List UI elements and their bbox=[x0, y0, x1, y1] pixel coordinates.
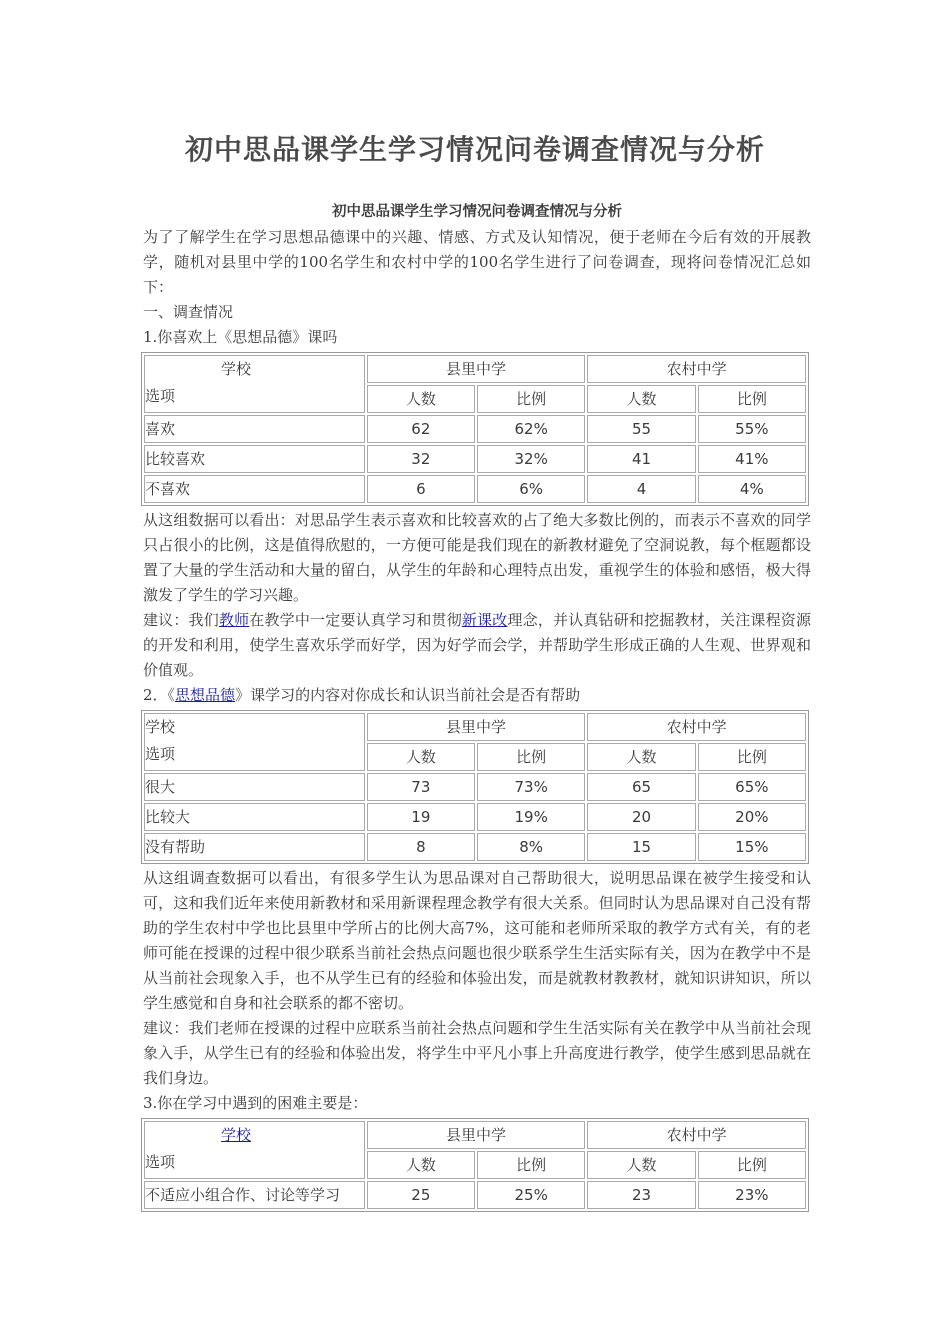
value-cell: 65 bbox=[587, 773, 695, 801]
value-cell: 6 bbox=[367, 475, 475, 503]
school-b-header: 农村中学 bbox=[587, 713, 806, 741]
corner-option-label: 选项 bbox=[145, 745, 176, 763]
value-cell: 55% bbox=[698, 415, 806, 443]
table-row bbox=[144, 445, 806, 473]
value-cell: 23 bbox=[587, 1181, 695, 1209]
col-ratio-header: 比例 bbox=[698, 385, 806, 413]
survey-table-2 bbox=[141, 710, 809, 864]
page-title: 初中思品课学生学习情况问卷调查情况与分析 bbox=[184, 133, 765, 166]
question-text: 2．《 bbox=[143, 686, 176, 704]
value-cell: 32% bbox=[477, 445, 585, 473]
question-text: 》课学习的内容对你成长和认识当前社会是否有帮助 bbox=[235, 686, 581, 704]
col-ratio-header: 比例 bbox=[477, 385, 585, 413]
value-cell: 23% bbox=[698, 1181, 806, 1209]
school-a-header: 县里中学 bbox=[367, 355, 586, 383]
intro-paragraph: 为了了解学生在学习思想品德课中的兴趣、情感、方式及认知情况，便于老师在今后有效的开展教学，随机对县里中学的100名学生和农村中学的100名学生进行了问卷调查，现将问卷情况汇总如下： bbox=[143, 228, 811, 296]
table-row bbox=[144, 803, 806, 831]
question-2 bbox=[143, 683, 811, 708]
value-cell: 15 bbox=[587, 833, 695, 861]
value-cell: 32 bbox=[367, 445, 475, 473]
option-cell: 不适应小组合作、讨论等学习 bbox=[144, 1181, 365, 1209]
col-count-header: 人数 bbox=[587, 1151, 695, 1179]
value-cell: 73 bbox=[367, 773, 475, 801]
value-cell: 8% bbox=[477, 833, 585, 861]
col-ratio-header: 比例 bbox=[477, 1151, 585, 1179]
table-row bbox=[144, 773, 806, 801]
table-row bbox=[144, 475, 806, 503]
corner-school-label: 学校 bbox=[145, 718, 176, 736]
col-count-header: 人数 bbox=[367, 385, 475, 413]
col-count-header: 人数 bbox=[587, 743, 695, 771]
value-cell: 4 bbox=[587, 475, 695, 503]
teacher-link[interactable]: 教师 bbox=[218, 611, 250, 629]
col-ratio-header: 比例 bbox=[698, 743, 806, 771]
survey-table-3 bbox=[141, 1118, 809, 1212]
table-corner bbox=[144, 713, 365, 771]
value-cell: 62% bbox=[477, 415, 585, 443]
survey-table-1 bbox=[141, 352, 809, 506]
table-corner bbox=[144, 1121, 365, 1179]
col-count-header: 人数 bbox=[587, 385, 695, 413]
question-3: 3.你在学习中遇到的困难主要是： bbox=[143, 1094, 368, 1112]
advice-text: 理念，并认真钻研和挖掘教材，关注课程资源的开发和利用，使学生喜欢乐学而好学，因为好学而会学，并帮助学生形成正确的人生观、世界观和价值观。 bbox=[143, 611, 811, 679]
value-cell: 20% bbox=[698, 803, 806, 831]
document-body bbox=[143, 200, 811, 1214]
corner-option-label: 选项 bbox=[145, 387, 176, 405]
value-cell: 41 bbox=[587, 445, 695, 473]
value-cell: 55 bbox=[587, 415, 695, 443]
corner-option-label: 选项 bbox=[145, 1153, 176, 1171]
corner-school-link-wrap bbox=[145, 1122, 364, 1149]
value-cell: 4% bbox=[698, 475, 806, 503]
col-count-header: 人数 bbox=[367, 1151, 475, 1179]
advice-paragraph-1 bbox=[143, 608, 811, 683]
value-cell: 6% bbox=[477, 475, 585, 503]
option-cell: 喜欢 bbox=[144, 415, 365, 443]
option-cell: 比较喜欢 bbox=[144, 445, 365, 473]
table-row bbox=[144, 833, 806, 861]
question-1: 1.你喜欢上《思想品德》课吗 bbox=[143, 328, 338, 346]
option-cell: 没有帮助 bbox=[144, 833, 365, 861]
school-a-header: 县里中学 bbox=[367, 713, 586, 741]
table-row bbox=[144, 415, 806, 443]
school-b-header: 农村中学 bbox=[587, 1121, 806, 1149]
value-cell: 62 bbox=[367, 415, 475, 443]
corner-school-label: 学校 bbox=[221, 360, 252, 378]
school-b-header: 农村中学 bbox=[587, 355, 806, 383]
value-cell: 65% bbox=[698, 773, 806, 801]
value-cell: 15% bbox=[698, 833, 806, 861]
school-a-header: 县里中学 bbox=[367, 1121, 586, 1149]
document-subtitle: 初中思品课学生学习情况问卷调查情况与分析 bbox=[332, 204, 622, 220]
analysis-paragraph-2: 从这组调查数据可以看出，有很多学生认为思品课对自己帮助很大，说明思品课在被学生接受和认可，这和我们近年来使用新教材和采用新课程理念教学有很大关系。但同时认为思品课对自己没有帮助的学生农村中学也比县里中学所占的比例大高7%，这可能和老师所采取的教学方式有关，有的老师可能在授课的过程中很少联系当前社会热点问题也很少联系学生生活实际有关，因为在教学中不是从当前社会现象入手，也不从学生已有的经验和体验出发，而是就教材教教材，就知识讲知识，所以学生感觉和自身和社会联系的都不密切。 bbox=[143, 869, 811, 1012]
option-cell: 不喜欢 bbox=[144, 475, 365, 503]
option-cell: 比较大 bbox=[144, 803, 365, 831]
value-cell: 41% bbox=[698, 445, 806, 473]
new-curriculum-link[interactable]: 新课改 bbox=[461, 611, 508, 629]
col-count-header: 人数 bbox=[367, 743, 475, 771]
moral-education-link[interactable]: 思想品德 bbox=[175, 686, 236, 704]
option-cell: 很大 bbox=[144, 773, 365, 801]
value-cell: 8 bbox=[367, 833, 475, 861]
value-cell: 19 bbox=[367, 803, 475, 831]
table-row bbox=[144, 1181, 806, 1209]
advice-text: 建议：我们 bbox=[143, 611, 219, 629]
value-cell: 25 bbox=[367, 1181, 475, 1209]
col-ratio-header: 比例 bbox=[698, 1151, 806, 1179]
col-ratio-header: 比例 bbox=[477, 743, 585, 771]
value-cell: 20 bbox=[587, 803, 695, 831]
value-cell: 73% bbox=[477, 773, 585, 801]
value-cell: 25% bbox=[477, 1181, 585, 1209]
advice-text: 在教学中一定要认真学习和贯彻 bbox=[249, 611, 462, 629]
analysis-paragraph-1: 从这组数据可以看出：对思品学生表示喜欢和比较喜欢的占了绝大多数比例的，而表示不喜欢的同学只占很小的比例，这是值得欣慰的，一方便可能是我们现在的新教材避免了空洞说教，每个框题都设置了大量的学生活动和大量的留白，从学生的年龄和心理特点出发，重视学生的体验和感悟，极大得激发了学生的学习兴趣。 bbox=[143, 511, 811, 604]
table-corner bbox=[144, 355, 365, 413]
advice-paragraph-2: 建议：我们老师在授课的过程中应联系当前社会热点问题和学生生活实际有关在教学中从当前社会现象入手，从学生已有的经验和体验出发，将学生中平凡小事上升高度进行教学，使学生感到思品就在我们身边。 bbox=[143, 1019, 811, 1087]
corner-school-link[interactable]: 学校 bbox=[221, 1126, 252, 1144]
value-cell: 19% bbox=[477, 803, 585, 831]
section-heading: 一、调查情况 bbox=[143, 303, 234, 321]
